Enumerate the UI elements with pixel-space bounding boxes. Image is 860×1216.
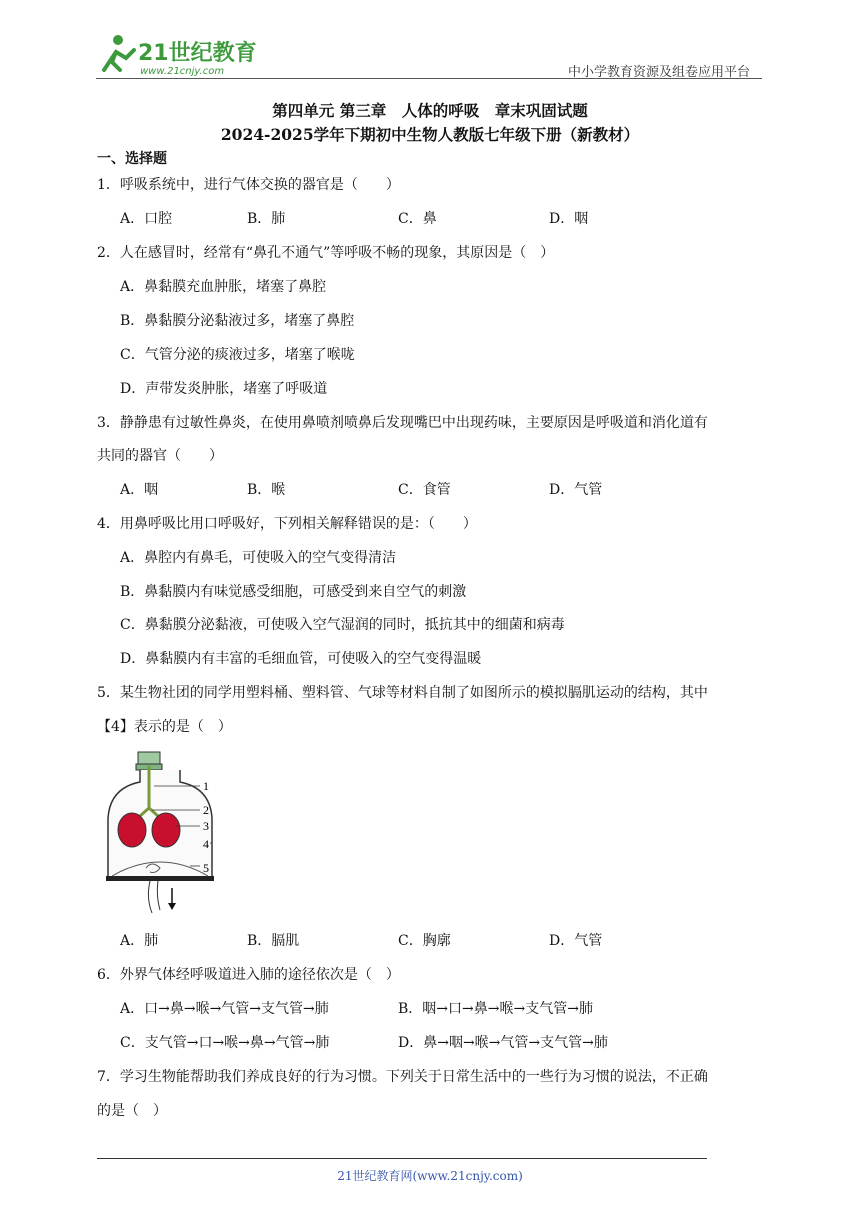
logo: [96, 30, 261, 80]
q1-option-c: C．鼻: [398, 211, 437, 227]
section-heading: 一、选择题: [97, 151, 167, 167]
runner-logo-icon: [96, 30, 261, 80]
question-4: 4．用鼻呼吸比用口呼吸好，下列相关解释错误的是：（ ）: [97, 516, 477, 532]
q6-option-a: A．口→鼻→喉→气管→支气管→肺: [120, 1001, 329, 1017]
q4-option-d: D．鼻黏膜内有丰富的毛细血管，可使吸入的空气变得温暖: [120, 651, 482, 667]
logo-url: www.21cnjy.com: [140, 66, 225, 77]
q4-option-c: C．鼻黏膜分泌黏液，可使吸入空气湿润的同时，抵抗其中的细菌和病毒: [120, 617, 565, 633]
q2-option-d: D．声带发炎肿胀，堵塞了呼吸道: [120, 381, 328, 397]
figure-label-1: 1: [203, 779, 209, 793]
q3-option-a: A．咽: [120, 482, 159, 498]
q5-option-d: D．气管: [549, 933, 603, 949]
question-7-line-2: 的是（ ）: [97, 1103, 167, 1119]
diaphragm-model-figure: [102, 748, 222, 920]
q6-option-b: B．咽→口→鼻→喉→支气管→肺: [398, 1001, 593, 1017]
question-1: 1．呼吸系统中，进行气体交换的器官是（ ）: [97, 177, 400, 193]
question-3-line-1: 3．静静患有过敏性鼻炎，在使用鼻喷剂喷鼻后发现嘴巴中出现药味，主要原因是呼吸道和消化道有: [97, 415, 708, 431]
figure-label-5: 5: [203, 861, 209, 875]
q1-option-d: D．咽: [549, 211, 589, 227]
question-5-line-2: 【4】表示的是（ ）: [97, 719, 232, 735]
figure-label-3: 3: [203, 819, 209, 833]
question-3-line-2: 共同的器官（ ）: [97, 448, 223, 464]
question-5-line-1: 5．某生物社团的同学用塑料桶、塑料管、气球等材料自制了如图所示的模拟膈肌运动的结构，其中: [97, 685, 708, 701]
q5-option-a: A．肺: [120, 933, 159, 949]
question-7-line-1: 7．学习生物能帮助我们养成良好的行为习惯。下列关于日常生活中的一些行为习惯的说法，不正确: [97, 1069, 708, 1085]
q5-option-b: B．膈肌: [247, 933, 300, 949]
title-line-1: 第四单元 第三章 人体的呼吸 章末巩固试题: [272, 101, 588, 120]
q2-option-c: C．气管分泌的痰液过多，堵塞了喉咙: [120, 347, 355, 363]
q6-option-c: C．支气管→口→喉→鼻→气管→肺: [120, 1035, 330, 1051]
header-divider: [96, 78, 762, 79]
q4-option-a: A．鼻腔内有鼻毛，可使吸入的空气变得清洁: [120, 550, 397, 566]
q3-option-b: B．喉: [247, 482, 286, 498]
title-line-2: 2024-2025学年下期初中生物人教版七年级下册（新教材）: [220, 125, 640, 144]
q2-option-b: B．鼻黏膜分泌黏液过多，堵塞了鼻腔: [120, 313, 355, 329]
figure-label-2: 2: [203, 803, 209, 817]
figure-label-4: 4: [203, 837, 209, 851]
q4-option-b: B．鼻黏膜内有味觉感受细胞，可感受到来自空气的刺激: [120, 584, 467, 600]
logo-text: 21世纪教育: [138, 41, 257, 66]
q3-option-d: D．气管: [549, 482, 603, 498]
q3-option-c: C．食管: [398, 482, 451, 498]
q2-option-a: A．鼻黏膜充血肿胀，堵塞了鼻腔: [120, 279, 327, 295]
q1-option-b: B．肺: [247, 211, 286, 227]
platform-name: 中小学教育资源及组卷应用平台: [568, 65, 751, 80]
footer-link[interactable]: 21世纪教育网(www.21cnjy.com): [337, 1169, 523, 1183]
q1-option-a: A．口腔: [120, 211, 173, 227]
q5-option-c: C．胸廓: [398, 933, 451, 949]
footer-divider: [97, 1158, 707, 1159]
question-2: 2．人在感冒时，经常有“鼻孔不通气”等呼吸不畅的现象，其原因是（ ）: [97, 245, 555, 261]
q6-option-d: D．鼻→咽→喉→气管→支气管→肺: [398, 1035, 608, 1051]
question-6: 6．外界气体经呼吸道进入肺的途径依次是（ ）: [97, 967, 400, 983]
